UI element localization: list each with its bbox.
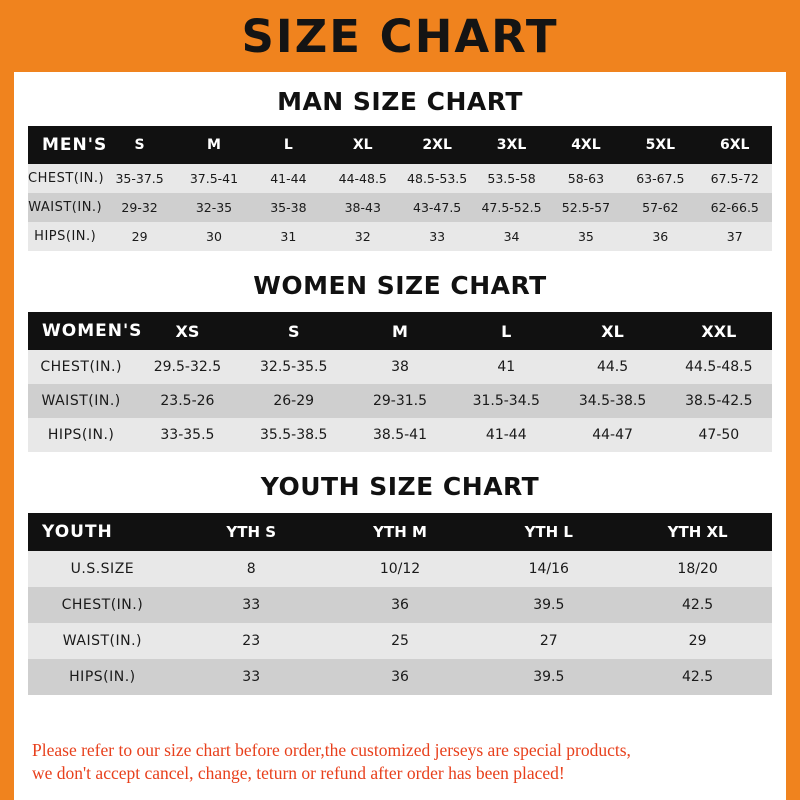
page-content <box>14 72 786 800</box>
men-r1c6: 52.5-57 <box>561 200 611 215</box>
youth-row-0-label: U.S.SIZE <box>70 561 135 577</box>
table-row <box>28 164 772 193</box>
women-r2c2: 38.5-41 <box>372 427 427 443</box>
men-table-body <box>28 164 772 251</box>
youth-r2c3: 29 <box>688 633 707 649</box>
men-r0c5: 53.5-58 <box>487 171 536 186</box>
men-section-title: MAN SIZE CHART <box>277 87 523 116</box>
men-row-0-label: CHEST(IN.) <box>28 171 105 186</box>
women-col-2: M <box>392 321 408 341</box>
youth-r0c1: 10/12 <box>379 561 421 577</box>
men-size-table <box>28 126 772 251</box>
women-r1c3: 31.5-34.5 <box>472 393 540 409</box>
women-size-table <box>28 312 772 452</box>
men-r0c4: 48.5-53.5 <box>407 171 468 186</box>
youth-table-body <box>28 551 772 695</box>
women-section-title: WOMEN SIZE CHART <box>253 271 547 300</box>
men-r1c8: 62-66.5 <box>710 200 759 215</box>
youth-r2c1: 25 <box>391 633 409 649</box>
women-corner-label: WOMEN'S <box>42 321 143 341</box>
men-col-8: 6XL <box>720 137 750 153</box>
youth-r2c0: 23 <box>242 633 261 649</box>
men-r2c5: 34 <box>503 229 520 244</box>
men-r0c0: 35-37.5 <box>115 171 164 186</box>
table-row <box>28 384 772 418</box>
notice-line-2: we don't accept cancel, change, teturn or refund after order has been placed! <box>32 763 565 784</box>
table-header-row <box>28 312 772 350</box>
women-table-body <box>28 350 772 452</box>
women-r1c2: 29-31.5 <box>372 393 427 409</box>
women-r0c3: 41 <box>497 359 516 375</box>
women-col-1: S <box>287 321 300 341</box>
women-row-1-label: WAIST(IN.) <box>41 393 121 409</box>
women-r2c3: 41-44 <box>485 427 527 443</box>
women-r0c0: 29.5-32.5 <box>153 359 222 375</box>
youth-r1c0: 33 <box>242 597 261 613</box>
men-col-7: 5XL <box>645 137 676 153</box>
men-r0c1: 37.5-41 <box>189 171 239 186</box>
youth-r0c0: 8 <box>246 561 256 577</box>
men-r0c6: 58-63 <box>567 171 605 186</box>
women-col-5: XXL <box>701 321 737 341</box>
youth-row-3-label: HIPS(IN.) <box>69 669 136 685</box>
men-r0c7: 63-67.5 <box>636 171 685 186</box>
women-r1c5: 38.5-42.5 <box>685 393 753 409</box>
women-col-0: XS <box>175 321 200 341</box>
youth-col-0: YTH S <box>226 523 277 541</box>
women-r2c1: 35.5-38.5 <box>260 427 328 443</box>
youth-col-1: YTH M <box>373 523 427 541</box>
men-r2c0: 29 <box>131 229 148 244</box>
page-title: SIZE CHART <box>241 9 559 63</box>
youth-r0c3: 18/20 <box>677 561 718 577</box>
men-r2c6: 35 <box>577 229 594 244</box>
women-row-0-label: CHEST(IN.) <box>40 359 122 375</box>
youth-r0c2: 14/16 <box>528 561 569 577</box>
youth-section-title: YOUTH SIZE CHART <box>260 472 540 501</box>
men-r2c3: 32 <box>354 229 371 244</box>
women-row-2-label: HIPS(IN.) <box>47 427 115 443</box>
youth-col-2: YTH L <box>524 523 573 541</box>
men-col-2: L <box>283 137 293 153</box>
notice-line-1: Please refer to our size chart before order,the customized jerseys are special products, <box>32 739 631 760</box>
table-row <box>28 659 772 695</box>
youth-row-1-label: CHEST(IN.) <box>61 597 144 613</box>
table-row <box>28 623 772 659</box>
men-r1c2: 35-38 <box>270 200 307 215</box>
youth-r3c1: 36 <box>391 669 409 685</box>
table-header-row <box>28 513 772 551</box>
women-col-3: L <box>501 321 512 341</box>
men-r2c4: 33 <box>429 229 446 244</box>
youth-r1c2: 39.5 <box>533 597 565 613</box>
youth-r2c2: 27 <box>539 633 558 649</box>
men-r0c3: 44-48.5 <box>338 171 387 186</box>
men-r1c3: 38-43 <box>344 200 381 215</box>
men-col-4: 2XL <box>422 137 452 153</box>
youth-r3c2: 39.5 <box>533 669 565 685</box>
order-policy-notice <box>28 727 772 786</box>
men-r1c0: 29-32 <box>121 200 158 215</box>
table-row <box>28 418 772 452</box>
men-table-header <box>28 126 772 164</box>
men-corner-label: MEN'S <box>42 135 108 155</box>
table-row <box>28 551 772 587</box>
youth-r3c0: 33 <box>242 669 261 685</box>
men-r1c1: 32-35 <box>195 200 233 215</box>
youth-corner-label: YOUTH <box>42 522 113 542</box>
women-r1c0: 23.5-26 <box>160 393 215 409</box>
women-r0c5: 44.5-48.5 <box>685 359 753 375</box>
youth-r1c3: 42.5 <box>682 597 714 613</box>
men-r1c4: 43-47.5 <box>413 200 462 215</box>
page-banner <box>14 0 786 72</box>
youth-r3c3: 42.5 <box>682 669 714 685</box>
men-r1c7: 57-62 <box>642 200 679 215</box>
table-row <box>28 350 772 384</box>
table-row <box>28 587 772 623</box>
men-row-1-label: WAIST(IN.) <box>28 200 103 215</box>
women-r1c1: 26-29 <box>273 393 315 409</box>
women-r2c0: 33-35.5 <box>160 427 215 443</box>
men-col-6: 4XL <box>571 137 601 153</box>
table-row <box>28 193 772 222</box>
youth-size-table <box>28 513 772 695</box>
women-r0c4: 44.5 <box>596 359 629 375</box>
men-r1c5: 47.5-52.5 <box>481 200 542 215</box>
youth-r1c1: 36 <box>391 597 409 613</box>
youth-table-header <box>28 513 772 551</box>
table-row <box>28 222 772 251</box>
table-header-row <box>28 126 772 164</box>
men-r2c2: 31 <box>280 229 297 244</box>
men-r2c8: 37 <box>726 229 743 244</box>
women-col-4: XL <box>601 321 624 341</box>
women-r1c4: 34.5-38.5 <box>578 393 647 409</box>
youth-col-3: YTH XL <box>667 523 728 541</box>
youth-row-2-label: WAIST(IN.) <box>62 633 142 649</box>
men-row-2-label: HIPS(IN.) <box>34 229 97 244</box>
women-r2c4: 44-47 <box>592 427 633 443</box>
women-table-header <box>28 312 772 350</box>
men-r0c8: 67.5-72 <box>710 171 759 186</box>
men-col-3: XL <box>352 137 373 153</box>
women-r0c1: 32.5-35.5 <box>260 359 328 375</box>
women-r0c2: 38 <box>391 359 409 375</box>
men-r2c7: 36 <box>652 229 669 244</box>
men-r0c2: 41-44 <box>270 171 307 186</box>
women-r2c5: 47-50 <box>698 427 740 443</box>
men-col-5: 3XL <box>496 137 527 153</box>
men-col-0: S <box>134 137 145 153</box>
men-r2c1: 30 <box>206 229 222 244</box>
men-col-1: M <box>207 137 221 153</box>
